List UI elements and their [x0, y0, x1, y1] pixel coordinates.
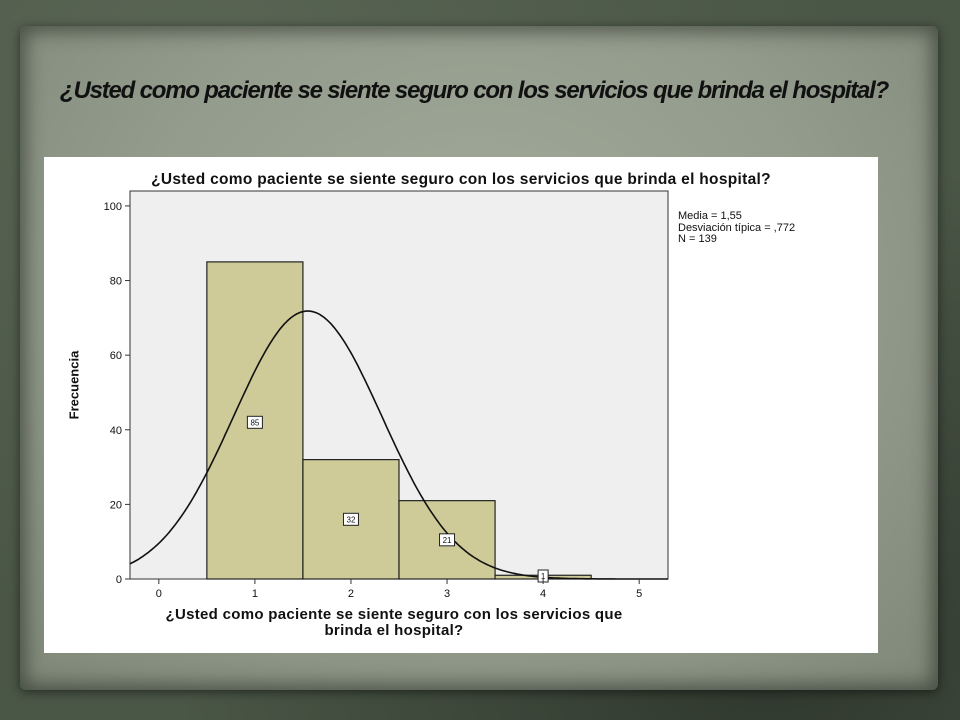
y-tick-label-0: 0 [115, 574, 122, 586]
data-label-2: 32 [346, 515, 356, 525]
y-tick-label-80: 80 [109, 275, 122, 288]
data-label-1: 85 [250, 418, 260, 428]
y-tick-label-100: 100 [103, 200, 122, 213]
y-tick-label-60: 60 [109, 350, 122, 363]
stat-n: N = 139 [678, 233, 717, 245]
x-tick-label-4: 4 [540, 588, 547, 600]
x-tick-label-5: 5 [636, 588, 643, 600]
y-tick-label-40: 40 [109, 424, 122, 437]
data-label-4: 1 [540, 572, 546, 582]
x-tick-label-2: 2 [347, 588, 355, 600]
stat-mean: Media = 1,55 [678, 210, 742, 222]
y-axis-label: Frecuencia [66, 350, 82, 420]
data-label-3: 21 [442, 535, 452, 545]
y-tick-label-20: 20 [109, 499, 122, 512]
x-tick-label-0: 0 [155, 588, 162, 600]
x-tick-label-1: 1 [251, 588, 258, 600]
chart-title: ¿Usted como paciente se siente seguro con los servicios que brinda el hospital? [151, 171, 771, 188]
slide-title: ¿Usted como paciente se siente seguro con los servicios que brinda el hospital? [60, 77, 889, 104]
x-axis-label: ¿Usted como paciente se siente seguro con los servicios que brinda el hospital? [165, 606, 623, 639]
x-tick-label-3: 3 [443, 588, 451, 600]
stat-std-dev: Desviación típica = ,772 [678, 221, 796, 234]
stats-box [678, 211, 795, 246]
chart-panel [44, 157, 878, 653]
